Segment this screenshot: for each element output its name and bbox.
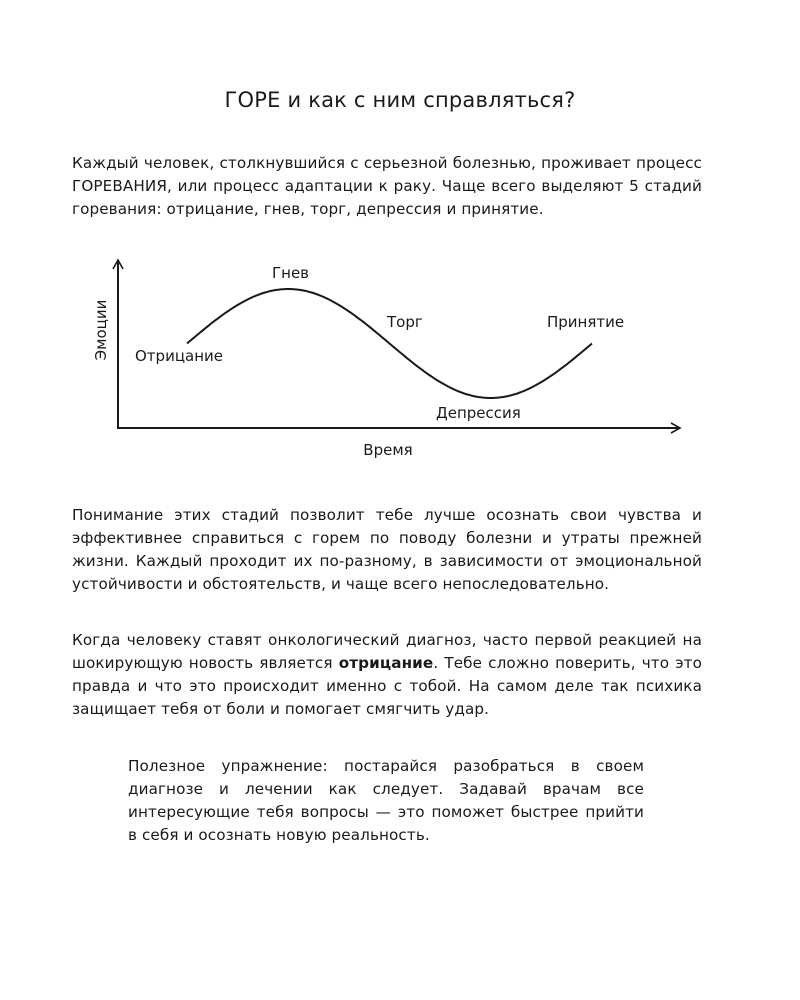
denial-paragraph <box>72 629 702 721</box>
page-title: ГОРЕ и как с ним справляться? <box>224 88 576 113</box>
stage-label-depression: Депрессия <box>436 404 521 422</box>
stage-label-acceptance: Принятие <box>547 313 625 331</box>
x-axis-label: Время <box>363 441 413 459</box>
denial-term: отрицание <box>338 654 434 673</box>
tip-box: Полезное упражнение: постарайся разобраться в своем диагнозе и лечении как следует. Задавай врачам все интересующие тебя вопросы — это поможет быстрее прийти в себя и осознать новую реальность. <box>128 757 644 845</box>
stages-paragraph: Понимание этих стадий позволит тебе лучше осознать свои чувства и эффективнее справиться с горем по поводу болезни и утраты прежней жизни. Каждый проходит их по-разному, в зависимости от эмоциональной устойчивости и обстоятельств, и чаще всего непоследовательно. <box>72 506 702 594</box>
emotion-curve <box>187 289 592 398</box>
y-axis-label: Эмоции <box>92 299 110 361</box>
stage-label-anger: Гнев <box>272 264 310 282</box>
denial-text-after: . Тебе сложно поверить, что это правда и что это происходит именно с тобой. На самом деле так психика защищает тебя от боли и помогает смягчить удар. <box>72 654 703 719</box>
intro-paragraph: Каждый человек, столкнувшийся с серьезной болезнью, проживает процесс ГОРЕВАНИЯ, или процесс адаптации к раку. Чаще всего выделяют 5 стадий горевания: отрицание, гнев, торг, депрессия и принятие. <box>72 154 702 219</box>
grief-stages-chart <box>0 240 800 470</box>
denial-text-before: Когда человеку ставят онкологический диагноз, часто первой реакцией на шокирующую новость является <box>72 631 702 673</box>
stage-label-denial: Отрицание <box>135 347 224 365</box>
stage-label-bargaining: Торг <box>387 313 423 331</box>
